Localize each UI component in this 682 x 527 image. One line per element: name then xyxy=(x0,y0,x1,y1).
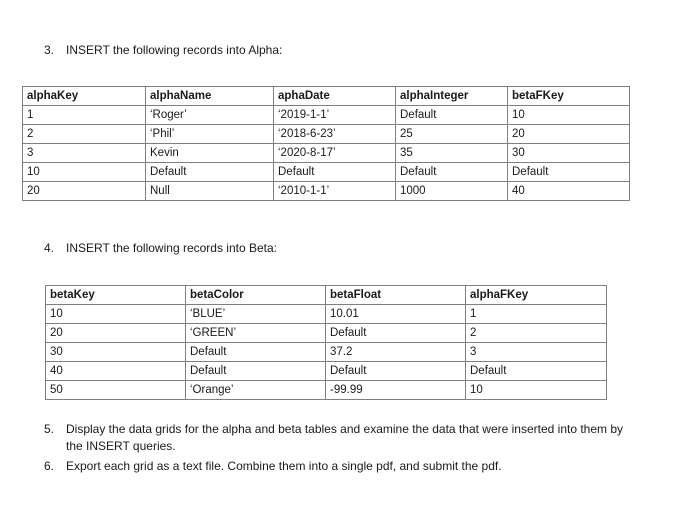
table-cell: 3 xyxy=(23,144,146,163)
table-cell: Kevin xyxy=(146,144,274,163)
table-cell: Default xyxy=(326,324,466,343)
step-6-instruction xyxy=(44,458,624,475)
table-row xyxy=(46,305,607,324)
table-cell: Default xyxy=(146,163,274,182)
table-cell: 3 xyxy=(466,343,607,362)
table-cell: 20 xyxy=(23,182,146,201)
table-cell: 25 xyxy=(396,125,508,144)
table-cell: 50 xyxy=(46,381,186,400)
table-cell: ‘2020-8-17’ xyxy=(274,144,396,163)
table-cell: Default xyxy=(396,106,508,125)
table-cell: Default xyxy=(274,163,396,182)
table-cell: -99.99 xyxy=(326,381,466,400)
step-6-text: Export each grid as a text file. Combine them into a single pdf, and submit the pdf. xyxy=(66,459,502,473)
alpha-header-cell: alphaKey xyxy=(23,87,146,106)
table-cell: 10 xyxy=(23,163,146,182)
table-row xyxy=(23,106,630,125)
table-cell: ‘2018-6-23’ xyxy=(274,125,396,144)
step-3-text: INSERT the following records into Alpha: xyxy=(66,43,283,57)
table-cell: 1000 xyxy=(396,182,508,201)
step-4-instruction xyxy=(44,241,277,256)
table-row xyxy=(23,144,630,163)
table-cell: Default xyxy=(466,362,607,381)
table-cell: ‘2010-1-1’ xyxy=(274,182,396,201)
table-row xyxy=(46,362,607,381)
table-cell: 20 xyxy=(46,324,186,343)
table-cell: ‘GREEN’ xyxy=(186,324,326,343)
table-row xyxy=(23,182,630,201)
table-cell: 37.2 xyxy=(326,343,466,362)
table-cell: ‘BLUE’ xyxy=(186,305,326,324)
beta-header-cell: alphaFKey xyxy=(466,286,607,305)
table-row xyxy=(23,125,630,144)
table-cell: 10 xyxy=(46,305,186,324)
table-cell: 10.01 xyxy=(326,305,466,324)
table-cell: ‘2019-1-1’ xyxy=(274,106,396,125)
beta-header-cell: betaColor xyxy=(186,286,326,305)
table-cell: 20 xyxy=(508,125,630,144)
beta-header-cell: betaFloat xyxy=(326,286,466,305)
table-cell: ‘Phil’ xyxy=(146,125,274,144)
table-cell: 30 xyxy=(46,343,186,362)
beta-header-row xyxy=(46,286,607,305)
beta-records-table xyxy=(45,285,607,400)
table-cell: ‘Orange’ xyxy=(186,381,326,400)
alpha-header-cell: aphaDate xyxy=(274,87,396,106)
step-3-instruction xyxy=(44,43,282,58)
step-3-number: 3. xyxy=(44,43,55,57)
step-4-number: 4. xyxy=(44,241,55,255)
table-cell: 40 xyxy=(508,182,630,201)
table-cell: Default xyxy=(326,362,466,381)
table-cell: 10 xyxy=(466,381,607,400)
table-cell: 30 xyxy=(508,144,630,163)
alpha-records-table xyxy=(22,86,630,201)
table-cell: 2 xyxy=(466,324,607,343)
alpha-header-cell: alphaName xyxy=(146,87,274,106)
alpha-header-cell: betaFKey xyxy=(508,87,630,106)
step-6-number: 6. xyxy=(44,459,55,473)
table-cell: Default xyxy=(186,362,326,381)
table-cell: Default xyxy=(508,163,630,182)
alpha-header-row xyxy=(23,87,630,106)
step-5-text: Display the data grids for the alpha and beta tables and examine the data that were inserted into them by the INSERT queries. xyxy=(66,422,624,453)
table-cell: 1 xyxy=(23,106,146,125)
table-cell: 40 xyxy=(46,362,186,381)
table-cell: ‘Roger’ xyxy=(146,106,274,125)
table-row xyxy=(46,343,607,362)
beta-header-cell: betaKey xyxy=(46,286,186,305)
table-cell: 2 xyxy=(23,125,146,144)
table-cell: Null xyxy=(146,182,274,201)
table-cell: Default xyxy=(186,343,326,362)
step-4-text: INSERT the following records into Beta: xyxy=(66,241,277,255)
table-cell: 10 xyxy=(508,106,630,125)
step-5-number: 5. xyxy=(44,422,55,436)
table-cell: 35 xyxy=(396,144,508,163)
table-row xyxy=(23,163,630,182)
step-5-instruction xyxy=(44,421,624,455)
table-row xyxy=(46,381,607,400)
alpha-header-cell: alphaInteger xyxy=(396,87,508,106)
table-row xyxy=(46,324,607,343)
table-cell: 1 xyxy=(466,305,607,324)
table-cell: Default xyxy=(396,163,508,182)
